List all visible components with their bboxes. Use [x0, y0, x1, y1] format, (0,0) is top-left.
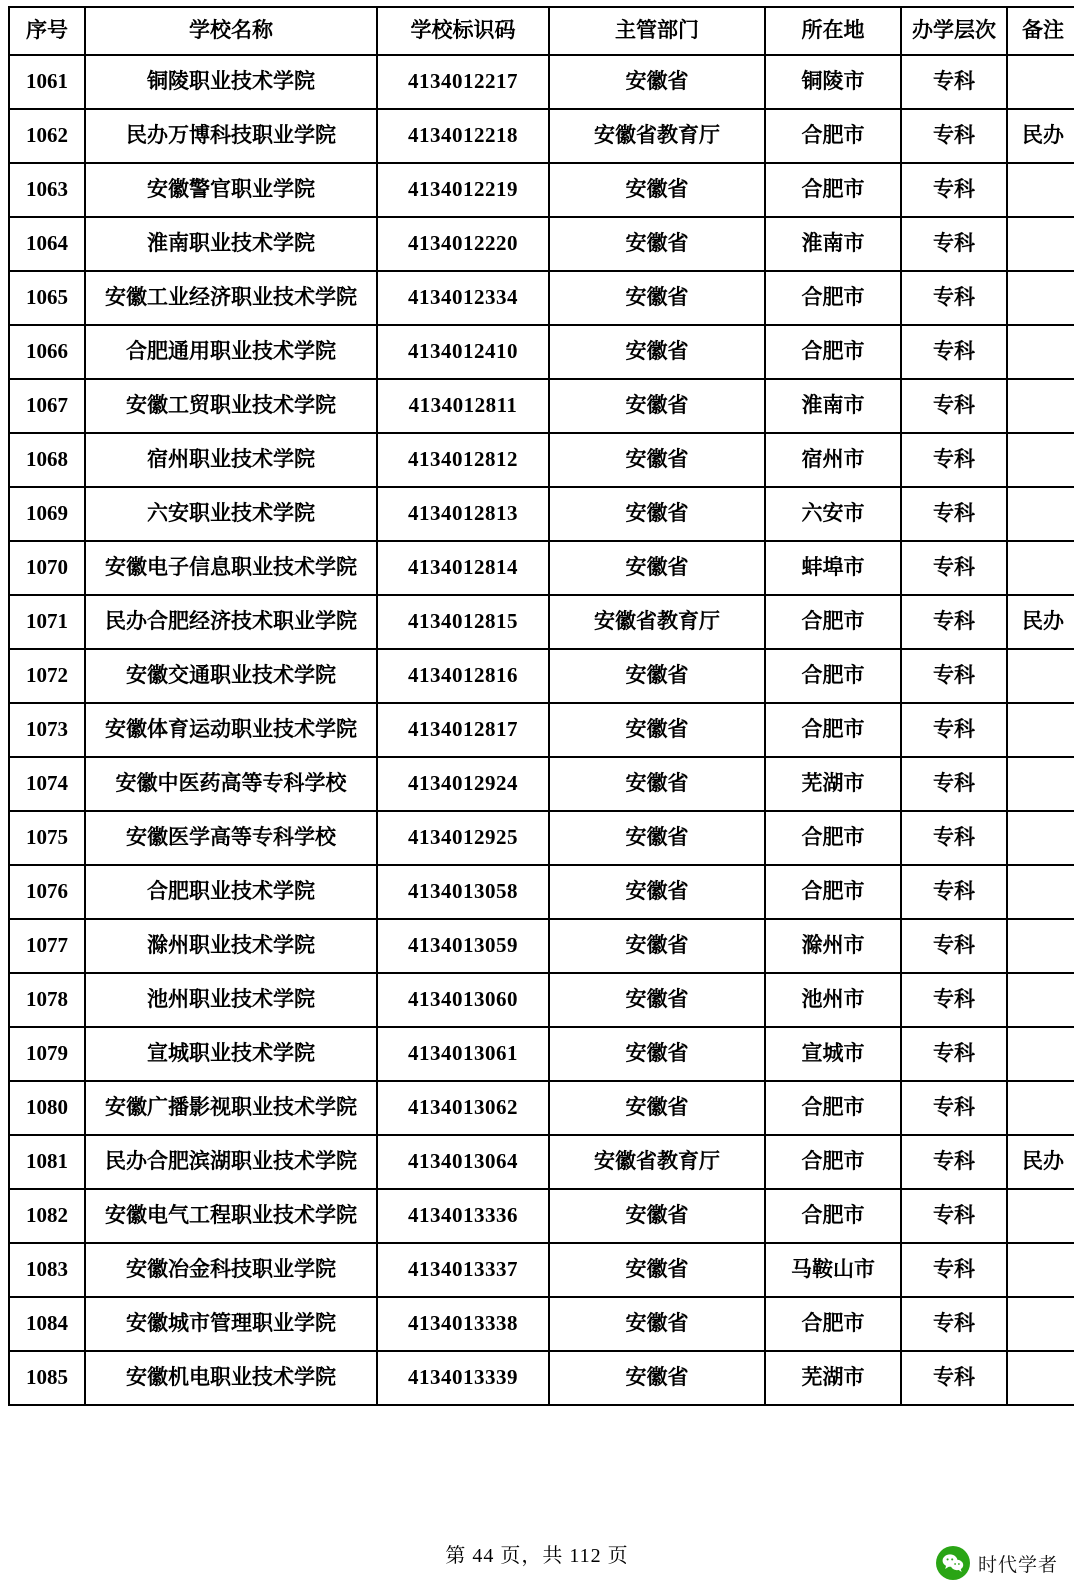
- column-header-note: 备注: [1007, 7, 1074, 55]
- cell-note: [1007, 325, 1074, 379]
- cell-school-name: 安徽工业经济职业技术学院: [85, 271, 377, 325]
- cell-index: 1075: [9, 811, 85, 865]
- cell-location: 芜湖市: [765, 1351, 901, 1405]
- cell-level: 专科: [901, 379, 1007, 433]
- cell-level: 专科: [901, 1297, 1007, 1351]
- table-row: [9, 163, 1074, 217]
- cell-location: 池州市: [765, 973, 901, 1027]
- cell-department: 安徽省教育厅: [549, 109, 765, 163]
- cell-location: 合肥市: [765, 109, 901, 163]
- cell-school-code: 4134012925: [377, 811, 549, 865]
- cell-department: 安徽省教育厅: [549, 1135, 765, 1189]
- cell-level: 专科: [901, 1243, 1007, 1297]
- cell-note: [1007, 973, 1074, 1027]
- cell-department: 安徽省: [549, 703, 765, 757]
- cell-level: 专科: [901, 811, 1007, 865]
- cell-note: 民办: [1007, 109, 1074, 163]
- cell-index: 1083: [9, 1243, 85, 1297]
- cell-location: 宿州市: [765, 433, 901, 487]
- cell-school-code: 4134012817: [377, 703, 549, 757]
- cell-school-code: 4134012811: [377, 379, 549, 433]
- cell-index: 1081: [9, 1135, 85, 1189]
- table-row: [9, 541, 1074, 595]
- cell-school-name: 安徽中医药高等专科学校: [85, 757, 377, 811]
- cell-school-name: 合肥职业技术学院: [85, 865, 377, 919]
- cell-department: 安徽省: [549, 271, 765, 325]
- cell-school-name: 安徽电子信息职业技术学院: [85, 541, 377, 595]
- table-row: [9, 919, 1074, 973]
- cell-department: 安徽省: [549, 379, 765, 433]
- cell-location: 合肥市: [765, 703, 901, 757]
- cell-note: [1007, 55, 1074, 109]
- cell-level: 专科: [901, 109, 1007, 163]
- column-header-school-code: 学校标识码: [377, 7, 549, 55]
- cell-department: 安徽省: [549, 757, 765, 811]
- table-row: [9, 1297, 1074, 1351]
- table-row: [9, 271, 1074, 325]
- cell-school-name: 六安职业技术学院: [85, 487, 377, 541]
- table-row: [9, 1027, 1074, 1081]
- cell-note: [1007, 217, 1074, 271]
- cell-department: 安徽省: [549, 433, 765, 487]
- cell-department: 安徽省: [549, 1081, 765, 1135]
- cell-index: 1062: [9, 109, 85, 163]
- cell-note: [1007, 487, 1074, 541]
- cell-school-code: 4134012217: [377, 55, 549, 109]
- table-row: [9, 55, 1074, 109]
- cell-index: 1074: [9, 757, 85, 811]
- cell-location: 六安市: [765, 487, 901, 541]
- cell-school-code: 4134013064: [377, 1135, 549, 1189]
- cell-note: 民办: [1007, 595, 1074, 649]
- cell-note: [1007, 1243, 1074, 1297]
- cell-index: 1063: [9, 163, 85, 217]
- cell-level: 专科: [901, 217, 1007, 271]
- cell-note: [1007, 1081, 1074, 1135]
- cell-department: 安徽省: [549, 1027, 765, 1081]
- cell-location: 合肥市: [765, 1135, 901, 1189]
- cell-level: 专科: [901, 865, 1007, 919]
- cell-location: 合肥市: [765, 271, 901, 325]
- cell-department: 安徽省: [549, 649, 765, 703]
- cell-index: 1082: [9, 1189, 85, 1243]
- cell-location: 合肥市: [765, 595, 901, 649]
- column-header-department: 主管部门: [549, 7, 765, 55]
- table-row: [9, 649, 1074, 703]
- cell-location: 合肥市: [765, 649, 901, 703]
- cell-location: 合肥市: [765, 1081, 901, 1135]
- cell-index: 1072: [9, 649, 85, 703]
- cell-school-code: 4134013061: [377, 1027, 549, 1081]
- cell-note: [1007, 811, 1074, 865]
- cell-school-name: 民办合肥滨湖职业技术学院: [85, 1135, 377, 1189]
- cell-department: 安徽省教育厅: [549, 595, 765, 649]
- cell-note: [1007, 649, 1074, 703]
- cell-location: 合肥市: [765, 1189, 901, 1243]
- watermark-label: 时代学者: [977, 1554, 1058, 1576]
- cell-index: 1061: [9, 55, 85, 109]
- cell-note: [1007, 703, 1074, 757]
- cell-school-name: 安徽体育运动职业技术学院: [85, 703, 377, 757]
- cell-school-code: 4134012815: [377, 595, 549, 649]
- cell-department: 安徽省: [549, 163, 765, 217]
- cell-index: 1071: [9, 595, 85, 649]
- cell-level: 专科: [901, 973, 1007, 1027]
- cell-index: 1085: [9, 1351, 85, 1405]
- cell-location: 宣城市: [765, 1027, 901, 1081]
- cell-school-name: 安徽电气工程职业技术学院: [85, 1189, 377, 1243]
- cell-level: 专科: [901, 1081, 1007, 1135]
- cell-location: 芜湖市: [765, 757, 901, 811]
- table-row: [9, 1081, 1074, 1135]
- cell-note: [1007, 163, 1074, 217]
- cell-note: [1007, 865, 1074, 919]
- cell-school-code: 4134012813: [377, 487, 549, 541]
- cell-school-code: 4134012334: [377, 271, 549, 325]
- cell-location: 合肥市: [765, 1297, 901, 1351]
- cell-location: 铜陵市: [765, 55, 901, 109]
- cell-school-code: 4134013337: [377, 1243, 549, 1297]
- cell-school-name: 民办合肥经济技术职业学院: [85, 595, 377, 649]
- cell-school-code: 4134012816: [377, 649, 549, 703]
- cell-level: 专科: [901, 595, 1007, 649]
- cell-school-code: 4134013339: [377, 1351, 549, 1405]
- cell-level: 专科: [901, 55, 1007, 109]
- table-header-row: [9, 7, 1074, 55]
- cell-school-name: 安徽机电职业技术学院: [85, 1351, 377, 1405]
- wechat-icon: [936, 1546, 970, 1580]
- table-row: [9, 757, 1074, 811]
- cell-level: 专科: [901, 487, 1007, 541]
- cell-index: 1073: [9, 703, 85, 757]
- cell-index: 1076: [9, 865, 85, 919]
- cell-school-code: 4134012410: [377, 325, 549, 379]
- cell-location: 马鞍山市: [765, 1243, 901, 1297]
- cell-department: 安徽省: [549, 487, 765, 541]
- watermark: [936, 1546, 1058, 1580]
- cell-index: 1078: [9, 973, 85, 1027]
- cell-level: 专科: [901, 1189, 1007, 1243]
- cell-school-name: 安徽交通职业技术学院: [85, 649, 377, 703]
- cell-note: [1007, 541, 1074, 595]
- table-row: [9, 703, 1074, 757]
- cell-department: 安徽省: [549, 217, 765, 271]
- cell-location: 合肥市: [765, 325, 901, 379]
- cell-index: 1067: [9, 379, 85, 433]
- cell-note: [1007, 1297, 1074, 1351]
- cell-location: 淮南市: [765, 217, 901, 271]
- cell-note: [1007, 1189, 1074, 1243]
- column-header-index: 序号: [9, 7, 85, 55]
- table-row: [9, 217, 1074, 271]
- table-row: [9, 433, 1074, 487]
- cell-index: 1077: [9, 919, 85, 973]
- table-row: [9, 109, 1074, 163]
- cell-school-name: 池州职业技术学院: [85, 973, 377, 1027]
- table-row: [9, 1135, 1074, 1189]
- cell-department: 安徽省: [549, 973, 765, 1027]
- cell-level: 专科: [901, 1027, 1007, 1081]
- school-list-table: [8, 6, 1074, 1406]
- cell-location: 合肥市: [765, 811, 901, 865]
- cell-school-code: 4134013059: [377, 919, 549, 973]
- cell-note: [1007, 757, 1074, 811]
- cell-school-code: 4134013336: [377, 1189, 549, 1243]
- cell-location: 淮南市: [765, 379, 901, 433]
- table-row: [9, 487, 1074, 541]
- table-row: [9, 379, 1074, 433]
- cell-school-code: 4134012924: [377, 757, 549, 811]
- cell-index: 1069: [9, 487, 85, 541]
- cell-department: 安徽省: [549, 811, 765, 865]
- cell-level: 专科: [901, 433, 1007, 487]
- cell-note: [1007, 433, 1074, 487]
- cell-school-code: 4134012812: [377, 433, 549, 487]
- cell-department: 安徽省: [549, 865, 765, 919]
- table-row: [9, 1351, 1074, 1405]
- cell-level: 专科: [901, 919, 1007, 973]
- cell-note: [1007, 919, 1074, 973]
- cell-note: [1007, 379, 1074, 433]
- cell-department: 安徽省: [549, 1351, 765, 1405]
- cell-location: 合肥市: [765, 865, 901, 919]
- cell-school-name: 滁州职业技术学院: [85, 919, 377, 973]
- cell-level: 专科: [901, 163, 1007, 217]
- cell-school-name: 淮南职业技术学院: [85, 217, 377, 271]
- cell-school-name: 安徽广播影视职业技术学院: [85, 1081, 377, 1135]
- cell-school-name: 安徽冶金科技职业学院: [85, 1243, 377, 1297]
- table-row: [9, 325, 1074, 379]
- cell-index: 1066: [9, 325, 85, 379]
- cell-school-code: 4134012220: [377, 217, 549, 271]
- cell-school-name: 安徽警官职业学院: [85, 163, 377, 217]
- cell-index: 1068: [9, 433, 85, 487]
- cell-level: 专科: [901, 703, 1007, 757]
- cell-school-code: 4134013338: [377, 1297, 549, 1351]
- table-row: [9, 865, 1074, 919]
- cell-department: 安徽省: [549, 919, 765, 973]
- table-row: [9, 595, 1074, 649]
- cell-index: 1084: [9, 1297, 85, 1351]
- cell-school-name: 安徽医学高等专科学校: [85, 811, 377, 865]
- cell-location: 合肥市: [765, 163, 901, 217]
- table-row: [9, 1243, 1074, 1297]
- cell-level: 专科: [901, 325, 1007, 379]
- cell-school-code: 4134013060: [377, 973, 549, 1027]
- cell-department: 安徽省: [549, 325, 765, 379]
- cell-location: 滁州市: [765, 919, 901, 973]
- cell-school-name: 合肥通用职业技术学院: [85, 325, 377, 379]
- table-row: [9, 1189, 1074, 1243]
- cell-level: 专科: [901, 649, 1007, 703]
- page-footer: 第 44 页，共 112 页: [445, 1545, 629, 1567]
- column-header-school-name: 学校名称: [85, 7, 377, 55]
- cell-school-name: 民办万博科技职业学院: [85, 109, 377, 163]
- cell-note: [1007, 271, 1074, 325]
- cell-department: 安徽省: [549, 1297, 765, 1351]
- cell-school-name: 铜陵职业技术学院: [85, 55, 377, 109]
- table-row: [9, 811, 1074, 865]
- cell-index: 1064: [9, 217, 85, 271]
- cell-index: 1080: [9, 1081, 85, 1135]
- cell-school-code: 4134013062: [377, 1081, 549, 1135]
- cell-department: 安徽省: [549, 1243, 765, 1297]
- cell-school-code: 4134012814: [377, 541, 549, 595]
- table-row: [9, 973, 1074, 1027]
- column-header-location: 所在地: [765, 7, 901, 55]
- cell-level: 专科: [901, 271, 1007, 325]
- cell-index: 1065: [9, 271, 85, 325]
- cell-location: 蚌埠市: [765, 541, 901, 595]
- cell-index: 1079: [9, 1027, 85, 1081]
- cell-department: 安徽省: [549, 541, 765, 595]
- cell-school-name: 安徽城市管理职业学院: [85, 1297, 377, 1351]
- column-header-level: 办学层次: [901, 7, 1007, 55]
- cell-school-code: 4134012218: [377, 109, 549, 163]
- cell-school-name: 安徽工贸职业技术学院: [85, 379, 377, 433]
- cell-index: 1070: [9, 541, 85, 595]
- cell-school-name: 宣城职业技术学院: [85, 1027, 377, 1081]
- cell-level: 专科: [901, 1135, 1007, 1189]
- cell-level: 专科: [901, 757, 1007, 811]
- cell-level: 专科: [901, 541, 1007, 595]
- cell-department: 安徽省: [549, 1189, 765, 1243]
- cell-note: 民办: [1007, 1135, 1074, 1189]
- cell-department: 安徽省: [549, 55, 765, 109]
- cell-note: [1007, 1351, 1074, 1405]
- cell-school-code: 4134013058: [377, 865, 549, 919]
- cell-school-name: 宿州职业技术学院: [85, 433, 377, 487]
- cell-level: 专科: [901, 1351, 1007, 1405]
- cell-note: [1007, 1027, 1074, 1081]
- cell-school-code: 4134012219: [377, 163, 549, 217]
